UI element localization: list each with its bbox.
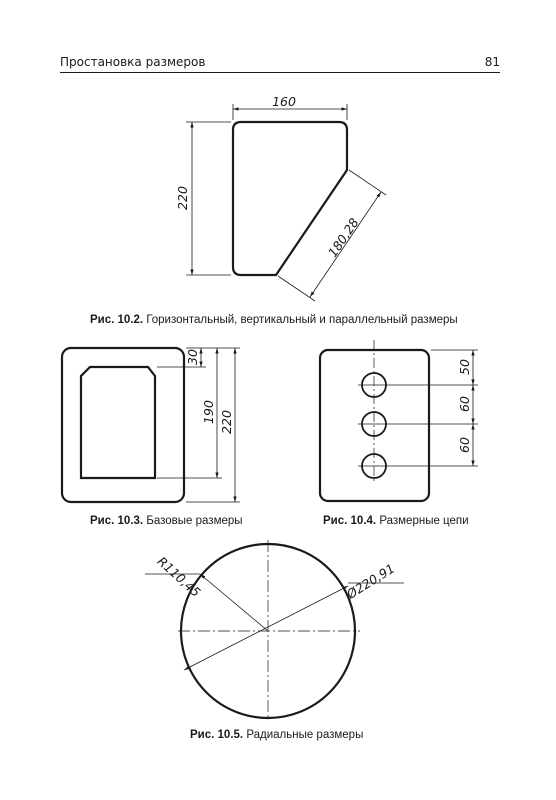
caption-label: Рис. 10.2. <box>90 314 144 326</box>
dimension-220-base: 220 <box>219 410 234 434</box>
dimension-60-second: 60 <box>457 437 472 453</box>
inner-window <box>81 367 155 478</box>
caption-label: Рис. 10.3. <box>90 515 144 527</box>
dimension-radius: R110,45 <box>154 553 204 600</box>
figure-10-3-drawing <box>62 348 240 502</box>
figure-10-2-drawing <box>186 104 386 301</box>
caption-text: Радиальные размеры <box>246 729 364 741</box>
caption-fig-10-4 <box>323 515 469 527</box>
caption-text: Базовые размеры <box>146 515 243 527</box>
dimension-220: 220 <box>175 186 190 210</box>
dimension-60-first: 60 <box>457 396 472 412</box>
caption-text: Горизонтальный, вертикальный и параллельный размеры <box>146 314 458 326</box>
caption-fig-10-5 <box>190 729 363 741</box>
dimension-160: 160 <box>272 94 296 109</box>
caption-fig-10-3 <box>90 515 243 527</box>
dimension-190: 190 <box>201 400 216 424</box>
figure-10-4-drawing <box>320 340 478 501</box>
page-number: 81 <box>484 55 500 69</box>
chapter-title: Простановка размеров <box>60 55 206 69</box>
dimension-180-28: 180,28 <box>324 215 362 260</box>
caption-label: Рис. 10.4. <box>323 515 377 527</box>
figure-10-5-drawing <box>145 540 404 718</box>
caption-fig-10-2 <box>90 314 458 326</box>
dimension-50: 50 <box>457 359 472 375</box>
caption-label: Рис. 10.5. <box>190 729 244 741</box>
dimension-diameter: Ø220,91 <box>343 560 398 602</box>
caption-text: Размерные цепи <box>379 515 469 527</box>
dimension-30: 30 <box>185 349 200 365</box>
